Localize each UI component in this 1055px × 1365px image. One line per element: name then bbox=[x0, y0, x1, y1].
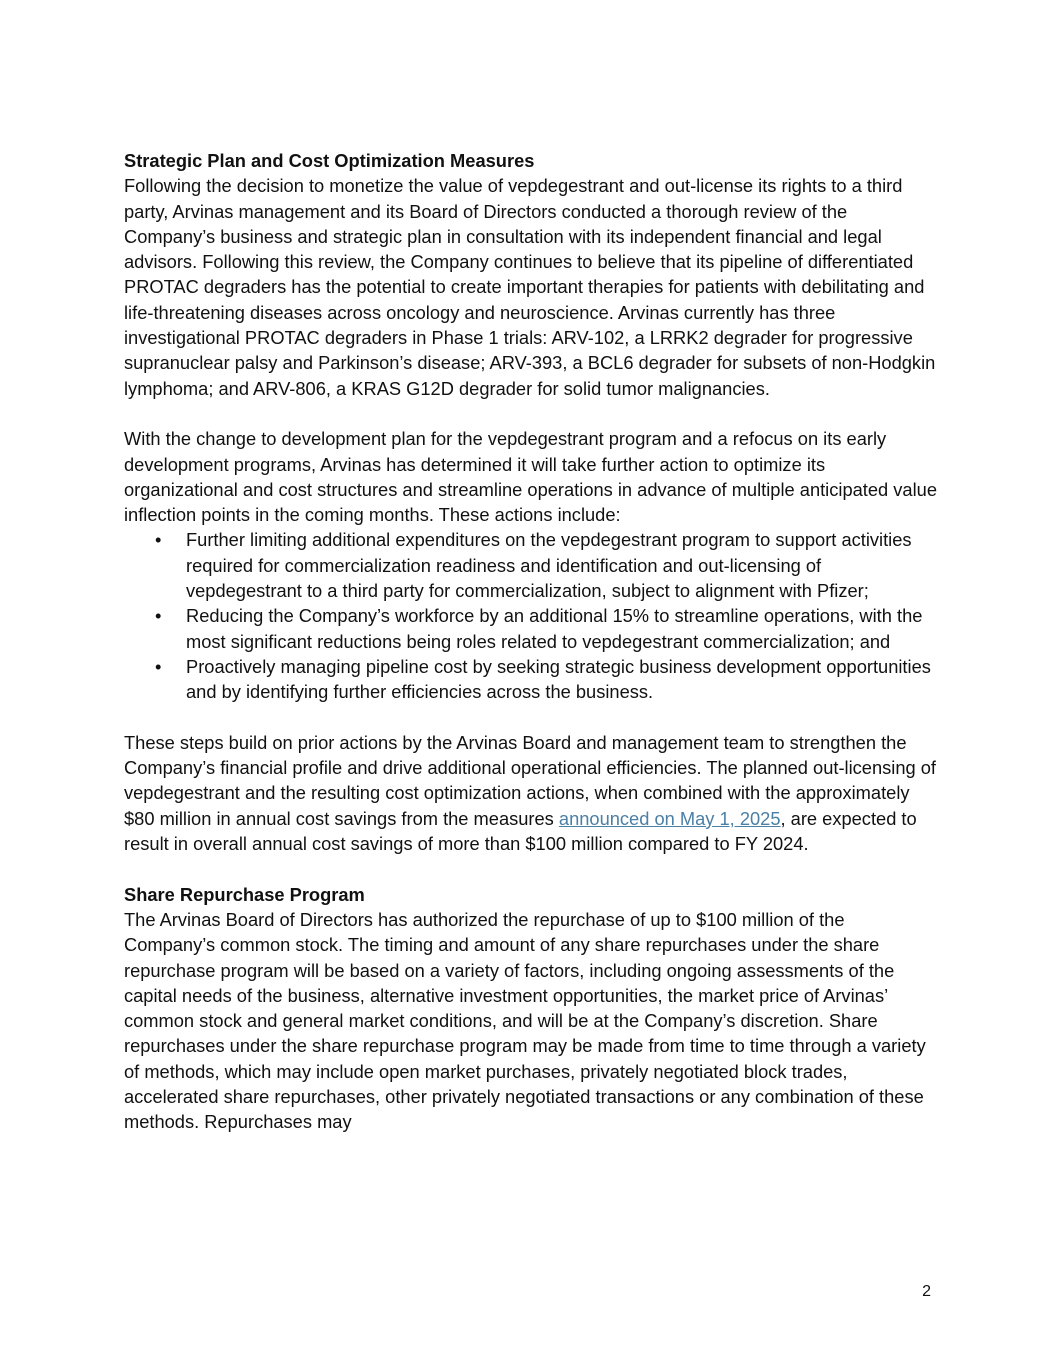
paragraph-actions-intro: With the change to development plan for the vepdegestrant program and a refocus on its early development programs, Arvinas has determined it will take further action to optimize its organizational and cost structures and streamline operations in advance of multiple anticipated value inflection points in the coming months. These actions include: bbox=[124, 428, 937, 526]
paragraph-spacer bbox=[124, 856, 939, 881]
section-heading-strategic-plan: Strategic Plan and Cost Optimization Measures bbox=[124, 150, 535, 171]
list-item bbox=[124, 603, 939, 654]
paragraph-spacer bbox=[124, 401, 939, 426]
list-item-text: Further limiting additional expenditures on the vepdegestrant program to support activities required for commercialization readiness and identification and out-licensing of vepdegestrant to a third party for commercialization, subject to alignment with Pfizer; bbox=[186, 529, 912, 602]
paragraph-share-repurchase: The Arvinas Board of Directors has authorized the repurchase of up to $100 million of the Company’s common stock. The timing and amount of any share repurchases under the share repurchase program will be based on a variety of factors, including ongoing assessments of the capital needs of the business, alternative investment opportunities, the market price of Arvinas’ common stock and general market conditions, and will be at the Company’s discretion. Share repurchases under the share repurchase program may be made from time to time through a variety of methods, which may include open market purchases, privately negotiated block trades, accelerated share repurchases, other privately negotiated transactions or any combination of these methods. Repurchases may bbox=[124, 908, 926, 1133]
paragraph-spacer bbox=[124, 705, 939, 730]
section-heading-share-repurchase: Share Repurchase Program bbox=[124, 883, 365, 905]
actions-bullet-list bbox=[124, 527, 939, 704]
list-item-text: Proactively managing pipeline cost by seeking strategic business development opportunities and by identifying further efficiencies across the business. bbox=[186, 655, 931, 703]
bullet-icon: • bbox=[155, 655, 162, 677]
paragraph-cost-savings bbox=[124, 730, 939, 856]
announcement-link[interactable]: announced on May 1, 2025 bbox=[558, 807, 781, 829]
bullet-icon: • bbox=[155, 529, 162, 551]
list-item bbox=[124, 527, 939, 603]
paragraph-strategic-review: Following the decision to monetize the value of vepdegestrant and out-license its rights to a third party, Arvinas management and its Board of Directors conducted a thorough review of the Company’s business and strategic plan in consultation with its independent financial and legal advisors. Following this review, the Company continues to believe that its pipeline of differentiated PROTAC degraders has the potential to create important therapies for patients with debilitating and life-threatening diseases across oncology and neuroscience. Arvinas currently has three investigational PROTAC degraders in Phase 1 trials: ARV-102, a LRRK2 degrader for progressive supranuclear palsy and Parkinson’s disease; ARV-393, a BCL6 degrader for subsets of non-Hodgkin lymphoma; and ARV-806, a KRAS G12D degrader for solid tumor malignancies. bbox=[124, 175, 936, 399]
cost-savings-text-start: These steps build on prior actions by the Arvinas Board and management team to strengthen the Company’s financial profile and drive additional operational efficiencies. The planned out-licensing of vepdegestrant and the resulting cost optimization actions, when combined with the approximately $80 million in annual cost savings from the measures bbox=[124, 731, 936, 829]
document-page bbox=[124, 148, 939, 1135]
list-item bbox=[124, 654, 939, 705]
list-item-text: Reducing the Company’s workforce by an additional 15% to streamline operations, with the most significant reductions being roles related to vepdegestrant commercialization; and bbox=[186, 605, 923, 652]
page-number: 2 bbox=[922, 1283, 931, 1300]
cost-savings-text-end: , are expected to result in overall annual cost savings of more than $100 million compared to FY 2024. bbox=[124, 807, 917, 855]
bullet-icon: • bbox=[155, 605, 162, 627]
